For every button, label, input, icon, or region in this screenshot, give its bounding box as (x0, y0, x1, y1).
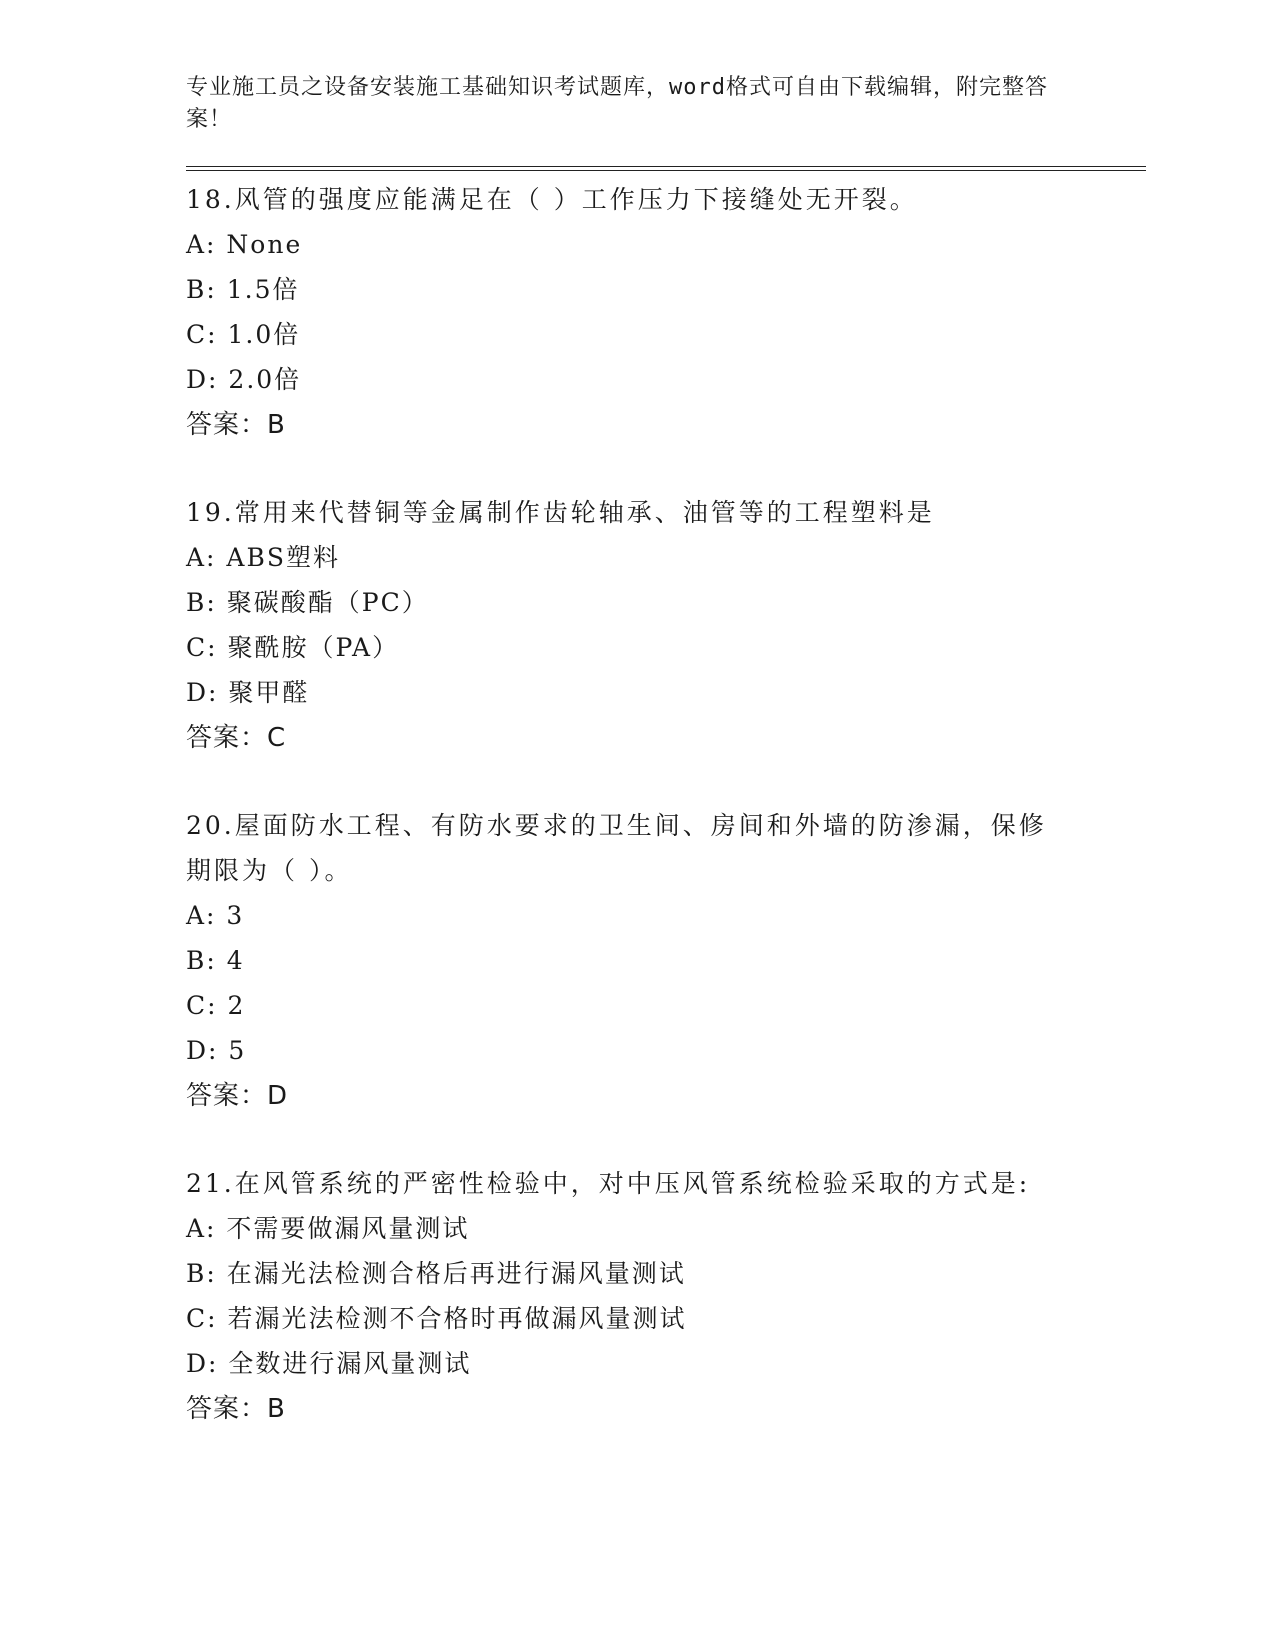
document-page (186, 72, 1146, 1432)
question-18 (186, 177, 1146, 448)
question-19 (186, 490, 1146, 761)
option-a: A: 不需要做漏风量测试 (186, 1214, 470, 1243)
answer-line: 答案：B (186, 1394, 286, 1424)
answer-line: 答案：B (186, 410, 286, 440)
answer-line: 答案：C (186, 723, 287, 753)
option-d: D: 全数进行漏风量测试 (186, 1349, 472, 1378)
question-text: 20.屋面防水工程、有防水要求的卫生间、房间和外墙的防渗漏，保修期限为（ ）。 (186, 811, 1047, 885)
option-c: C: 若漏光法检测不合格时再做漏风量测试 (186, 1304, 687, 1333)
option-d: D: 5 (186, 1036, 247, 1065)
header-double-rule (186, 166, 1146, 171)
option-a: A: ABS塑料 (186, 543, 340, 572)
answer-line: 答案：D (186, 1081, 289, 1111)
question-spacer (186, 1119, 1146, 1161)
question-text: 19.常用来代替铜等金属制作齿轮轴承、油管等的工程塑料是 (186, 498, 935, 527)
option-d: D: 2.0倍 (186, 365, 302, 394)
option-c: C: 1.0倍 (186, 320, 301, 349)
option-c: C: 聚酰胺（PA） (186, 633, 400, 662)
option-b: B: 聚碳酸酯（PC） (186, 588, 429, 617)
option-c: C: 2 (186, 991, 246, 1020)
document-header: 专业施工员之设备安装施工基础知识考试题库，word格式可自由下载编辑，附完整答案！ (186, 75, 1048, 132)
option-d: D: 聚甲醛 (186, 678, 310, 707)
option-a: A: None (186, 230, 303, 259)
question-text: 18.风管的强度应能满足在（ ）工作压力下接缝处无开裂。 (186, 185, 918, 214)
question-text: 21.在风管系统的严密性检验中，对中压风管系统检验采取的方式是: (186, 1169, 1031, 1198)
question-21 (186, 1161, 1146, 1432)
option-b: B: 1.5倍 (186, 275, 300, 304)
option-b: B: 在漏光法检测合格后再进行漏风量测试 (186, 1259, 686, 1288)
question-spacer (186, 761, 1146, 803)
option-b: B: 4 (186, 946, 245, 975)
question-spacer (186, 448, 1146, 490)
option-a: A: 3 (186, 901, 245, 930)
question-20 (186, 803, 1146, 1119)
